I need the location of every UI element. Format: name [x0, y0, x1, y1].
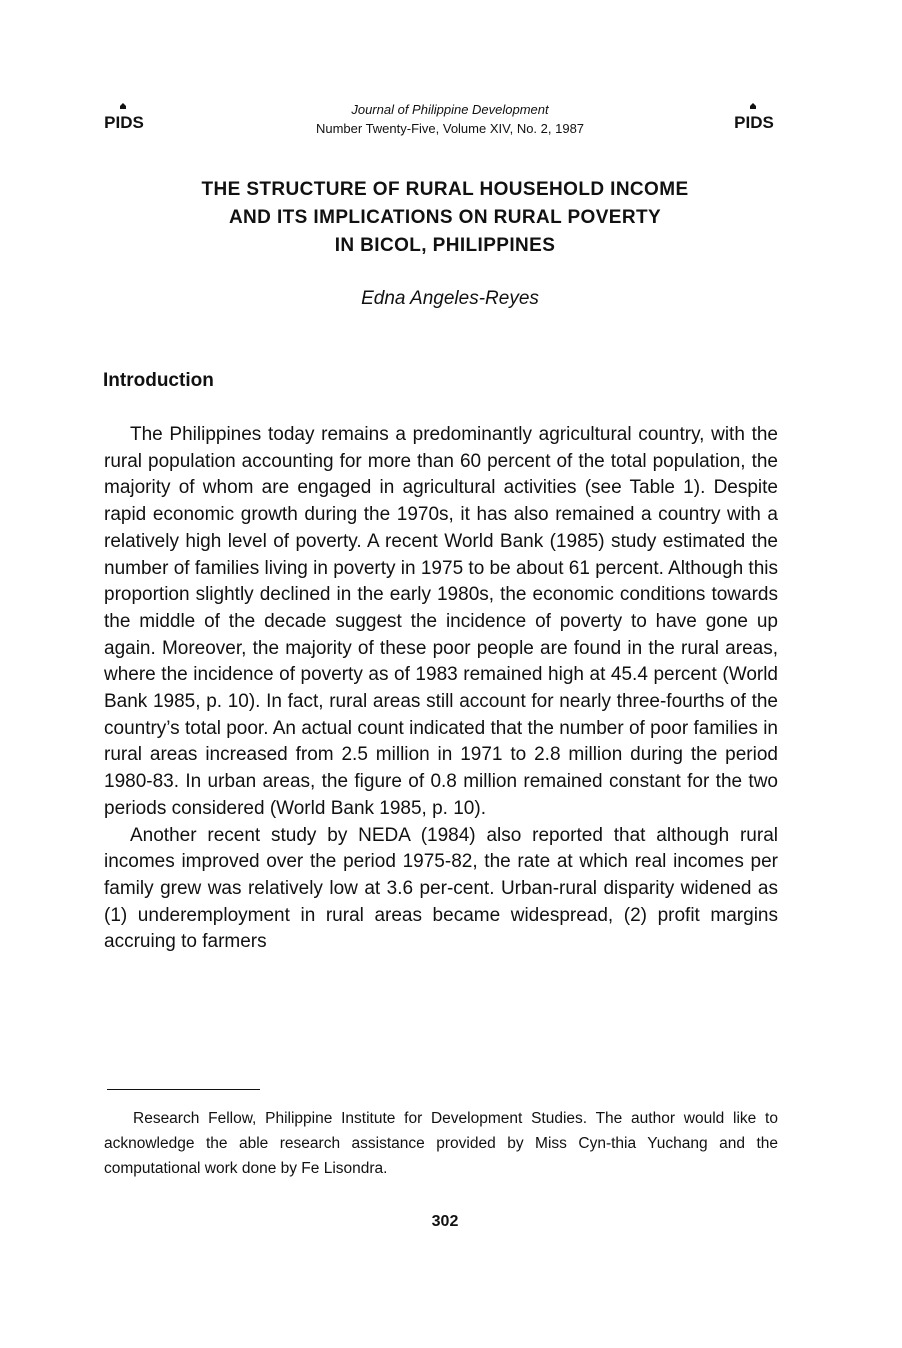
- journal-name: Journal of Philippine Development: [351, 102, 549, 117]
- body-paragraph: Another recent study by NEDA (1984) also reported that although rural incomes improved over the period 1975-82, the rate at which real incomes per family grew was relatively low at 3.6 per-cent. Urban-rural disparity widened as (1) underemployment in rural areas became widespread, (2) profit margins accruing to farmers: [104, 824, 778, 953]
- journal-issue: Number Twenty-Five, Volume XIV, No. 2, 1987: [315, 121, 585, 136]
- title-line: AND ITS IMPLICATIONS ON RURAL POVERTY: [228, 207, 662, 228]
- svg-text:PIDS: PIDS: [104, 113, 144, 131]
- article-title: [110, 176, 780, 260]
- author-name: Edna Angeles-Reyes: [361, 288, 539, 309]
- title-line: IN BICOL, PHILIPPINES: [334, 235, 556, 256]
- title-line: THE STRUCTURE OF RURAL HOUSEHOLD INCOME: [201, 179, 689, 200]
- footnote-divider: [107, 1089, 260, 1090]
- article-body: [104, 422, 778, 956]
- body-paragraph: The Philippines today remains a predominantly agricultural country, with the rural population accounting for more than 60 percent of the total population, the majority of whom are engaged in agricultural activities (see Table 1). Despite rapid economic growth during the 1970s, it has also remained a country with a relatively high level of poverty. A recent World Bank (1985) study estimated the number of families living in poverty in 1975 to be about 61 percent. Although this proportion slightly declined in the early 1980s, the economic conditions towards the middle of the decade suggest the incidence of poverty to have gone up again. Moreover, the majority of these poor people are found in the rural areas, where the incidence of poverty as of 1983 remained high at 45.4 percent (World Bank 1985, p. 10). In fact, rural areas still account for nearly three-fourths of the country’s total poor. An actual count indicated that the number of poor families in rural areas increased from 2.5 million in 1971 to 2.8 million during the period 1980-83. In urban areas, the figure of 0.8 million remained constant for the two periods considered (World Bank 1985, p. 10).: [104, 424, 778, 819]
- svg-text:PIDS: PIDS: [734, 113, 774, 131]
- journal-header: [200, 100, 700, 138]
- page-number: 302: [431, 1213, 459, 1230]
- section-heading: Introduction: [103, 370, 214, 391]
- pids-logo: [100, 103, 148, 131]
- footnote: [104, 1106, 778, 1181]
- pids-logo: [730, 103, 778, 131]
- footnote-text: Research Fellow, Philippine Institute for Development Studies. The author would like to acknowledge the able research assistance provided by Miss Cyn-thia Yuchang and the computational work done by Fe Lisondra.: [104, 1110, 778, 1177]
